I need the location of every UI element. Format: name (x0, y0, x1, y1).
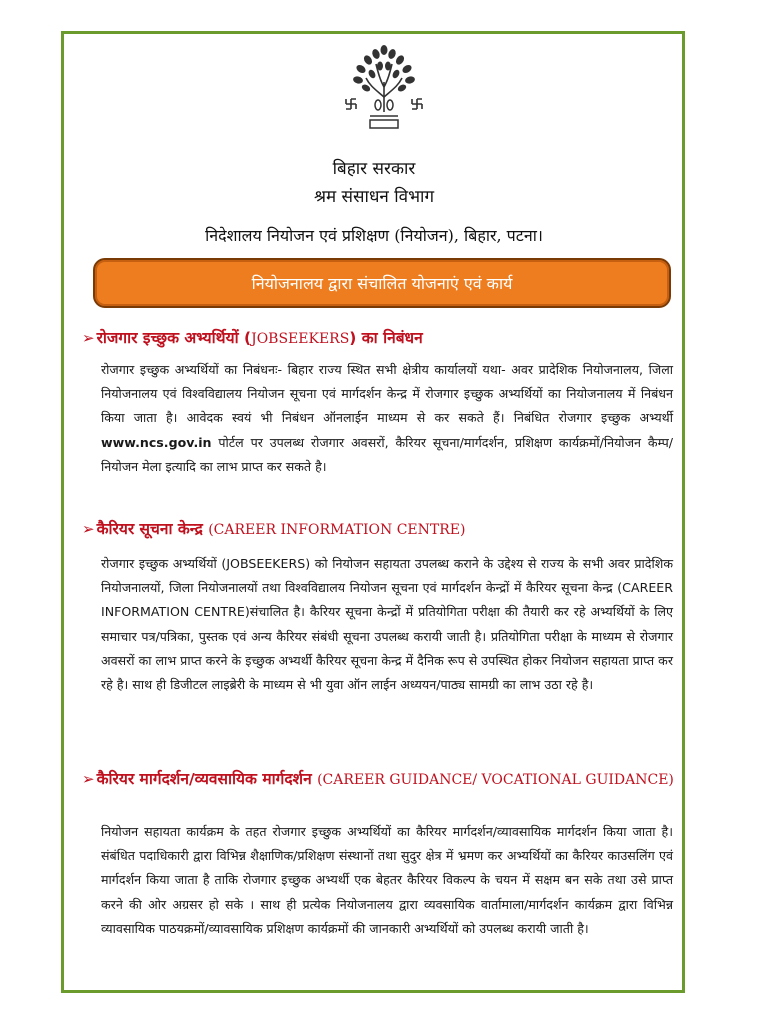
section-body-career-guidance: नियोजन सहायता कार्यक्रम के तहत रोजगार इच्छुक अभ्यर्थियों का कैरियर मार्गदर्शन/व्यावसायिक मार्गदर्शन किया जाता है। संबंधित पदाधिकारी द्वारा विभिन्न शैक्षाणिक/प्रशिक्षण संस्थानों तथा सुदुर क्षेत्र में भ्रमण कर अभ्यर्थियों का कैरियर काउसलिंग एवं मार्गदर्शन किया जाता है ताकि रोजगार इच्छुक अभ्यर्थी एक बेहतर कैरियर विकल्प के चयन में सक्षम बन सके तथा उसे प्राप्त करने की ओर अग्रसर हो सके । साथ ही प्रत्येक नियोजनालय द्वारा व्यवसायिक वार्तामाला/मार्गदर्शन कार्यक्रम द्वारा विभिन्न व्यावसायिक पाठयक्रमों/व्यावसायिक प्रशिक्षण कार्यक्रमों की जानकारी अभ्यर्थियों को उपलब्ध करायी जाती है। (101, 824, 673, 936)
bihar-emblem-icon (340, 42, 428, 140)
arrow-bullet-icon: ➢ (82, 770, 95, 788)
banner-title: नियोजनालय द्वारा संचालित योजनाएं एवं कार्य (251, 274, 513, 293)
section-title-career-info: ➢ कैरियर सूचना केन्द्र (CAREER INFORMATION CENTRE) (82, 520, 466, 538)
schemes-banner (93, 258, 671, 308)
section-title-career-guidance: ➢ कैरियर मार्गदर्शन/व्यवसायिक मार्गदर्शन (CAREER GUIDANCE/ VOCATIONAL GUIDANCE) (82, 770, 674, 788)
department-name: श्रम संसाधन विभाग (313, 187, 435, 207)
ncs-portal-link[interactable]: www.ncs.gov.in (101, 434, 212, 450)
directorate-name: निदेशालय नियोजन एवं प्रशिक्षण (नियोजन), बिहार, पटना। (205, 226, 543, 245)
section-body-registration: रोजगार इच्छुक अभ्यर्थियों का निबंधनः- बिहार राज्य स्थित सभी क्षेत्रीय कार्यालयों यथा- अवर प्रादेशिक नियोजनालय, जिला नियोजनालय एवं विश्वविद्यालय नियोजन सूचना एवं मार्गदर्शन केन्द्र में रोजगार इच्छुक अभ्यर्थियों का नियोजनालय में निबंधन किया जाता है। आवेदक स्वयं भी निबंधन ऑनलाईन माध्यम से कर सकते हैं। निबंधित रोजगार इच्छुक अभ्यर्थी www.ncs.gov.in पोर्टल पर उपलब्ध रोजगार अवसरों, कैरियर सूचना/मार्गदर्शन, प्रशिक्षण कार्यक्रमों/नियोजन कैम्प/नियोजन मेला इत्यादि का लाभ प्राप्त कर सकते है। (101, 362, 673, 474)
section-body-career-info: रोजगार इच्छुक अभ्यर्थियों (JOBSEEKERS) को नियोजन सहायता उपलब्ध कराने के उद्देश्य से राज्य के सभी अवर प्रादेशिक नियोजनालयों, जिला नियोजनालयों तथा विश्वविद्यालय नियोजन सूचना एवं मार्गदर्शन केन्द्रों में कैरियर सूचना केन्द्र (CAREER INFORMATION CENTRE)संचालित है। कैरियर सूचना केन्द्रों में प्रतियोगिता परीक्षा की तैयारी कर रहे अभ्यर्थियों के लिए समाचार पत्र/पत्रिका, पुस्तक एवं अन्य कैरियर संबंधी सूचना उपलब्ध करायी जाती है। प्रतियोगिता परीक्षा के माध्यम से रोजगार अवसरों का लाभ प्राप्त करने के इच्छुक अभ्यर्थी कैरियर सूचना केन्द्र में दैनिक रूप से उपस्थित होकर नियोजन सहायता प्राप्त कर रहे है। साथ ही डिजीटल लाइब्रेरी के माध्यम से भी युवा ऑन लाईन अध्ययन/पाठ्य सामग्री का लाभ उठा रहे है। (101, 556, 673, 693)
arrow-bullet-icon: ➢ (82, 329, 95, 347)
arrow-bullet-icon: ➢ (82, 520, 95, 538)
govt-name: बिहार सरकार (332, 159, 416, 179)
section-title-registration: ➢ रोजगार इच्छुक अभ्यर्थियों (JOBSEEKERS) का निबंधन (82, 329, 423, 347)
